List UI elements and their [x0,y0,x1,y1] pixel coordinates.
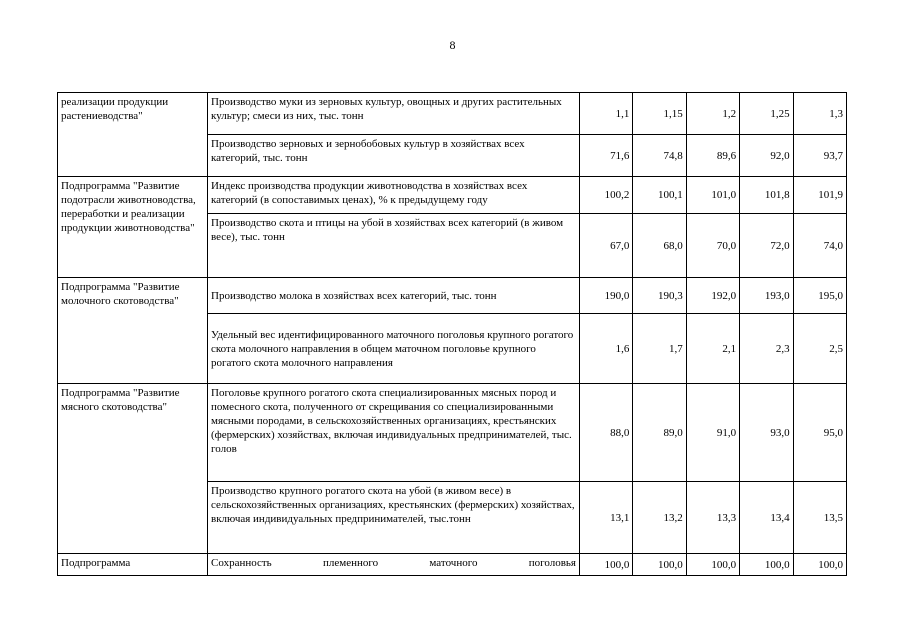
value-cell: 100,0 [633,554,686,576]
value-cell: 13,5 [793,482,846,554]
value-cell: 91,0 [686,384,739,482]
indicator-cell: Производство зерновых и зернобобовых культур в хозяйствах всех категорий, тыс. тонн [208,135,580,177]
value-cell: 70,0 [686,214,739,278]
value-cell: 71,6 [580,135,633,177]
value-cell: 100,0 [740,554,793,576]
value-cell: 100,0 [686,554,739,576]
value-cell: 74,8 [633,135,686,177]
value-cell: 100,1 [633,177,686,214]
value-cell: 100,2 [580,177,633,214]
indicator-cell: Производство муки из зерновых культур, овощных и других растительных культур; смеси из них, тыс. тонн [208,93,580,135]
value-cell: 74,0 [793,214,846,278]
value-cell: 93,7 [793,135,846,177]
value-cell: 92,0 [740,135,793,177]
value-cell: 192,0 [686,278,739,314]
value-cell: 101,0 [686,177,739,214]
value-cell: 68,0 [633,214,686,278]
indicator-cell: Удельный вес идентифицированного маточного поголовья крупного рогатого скота молочного направления в общем маточном поголовье крупного рогатого скота молочного направления [208,314,580,384]
subprogram-cell: Подпрограмма "Развитие мясного скотоводства" [58,384,208,554]
subprogram-cell: реализации продукции растениеводства" [58,93,208,177]
value-cell: 190,3 [633,278,686,314]
value-cell: 89,0 [633,384,686,482]
table-row [58,384,847,482]
value-cell: 13,1 [580,482,633,554]
table-row [58,93,847,135]
table-row [58,177,847,214]
value-cell: 13,2 [633,482,686,554]
value-cell: 88,0 [580,384,633,482]
value-cell: 2,3 [740,314,793,384]
value-cell: 95,0 [793,384,846,482]
value-cell: 1,6 [580,314,633,384]
page-number: 8 [449,38,456,52]
value-cell: 101,8 [740,177,793,214]
value-cell: 89,6 [686,135,739,177]
indicator-cell: Поголовье крупного рогатого скота специализированных мясных пород и помесного скота, полученного от скрещивания со специализированными мясными породами, в сельскохозяйственных организациях, крестьянских (фермерских) хозяйствах, включая индивидуальных предпринимателей, тыс. голов [208,384,580,482]
value-cell: 190,0 [580,278,633,314]
value-cell: 1,7 [633,314,686,384]
value-cell: 1,3 [793,93,846,135]
table-row [58,554,847,576]
value-cell: 2,1 [686,314,739,384]
value-cell: 67,0 [580,214,633,278]
value-cell: 13,3 [686,482,739,554]
subprogram-cell: Подпрограмма [58,554,208,576]
value-cell: 13,4 [740,482,793,554]
value-cell: 1,2 [686,93,739,135]
subprogram-cell: Подпрограмма "Развитие подотрасли животноводства, переработки и реализации продукции животноводства" [58,177,208,278]
indicator-cell: Производство молока в хозяйствах всех категорий, тыс. тонн [208,278,580,314]
indicator-cell: Производство крупного рогатого скота на убой (в живом весе) в сельскохозяйственных организациях, крестьянских (фермерских) хозяйствах, включая индивидуальных предпринимателей, тыс.тонн [208,482,580,554]
value-cell: 100,0 [793,554,846,576]
indicator-cell: Индекс производства продукции животноводства в хозяйствах всех категорий (в сопоставимых ценах), % к предыдущему году [208,177,580,214]
value-cell: 1,15 [633,93,686,135]
value-cell: 101,9 [793,177,846,214]
subprogram-cell: Подпрограмма "Развитие молочного скотоводства" [58,278,208,384]
value-cell: 72,0 [740,214,793,278]
indicator-cell: Сохранность племенного маточного поголовья [208,554,580,576]
value-cell: 1,1 [580,93,633,135]
value-cell: 100,0 [580,554,633,576]
value-cell: 193,0 [740,278,793,314]
indicator-cell: Производство скота и птицы на убой в хозяйствах всех категорий (в живом весе), тыс. тонн [208,214,580,278]
indicators-table [57,92,847,576]
value-cell: 2,5 [793,314,846,384]
value-cell: 195,0 [793,278,846,314]
value-cell: 93,0 [740,384,793,482]
value-cell: 1,25 [740,93,793,135]
table-row [58,278,847,314]
